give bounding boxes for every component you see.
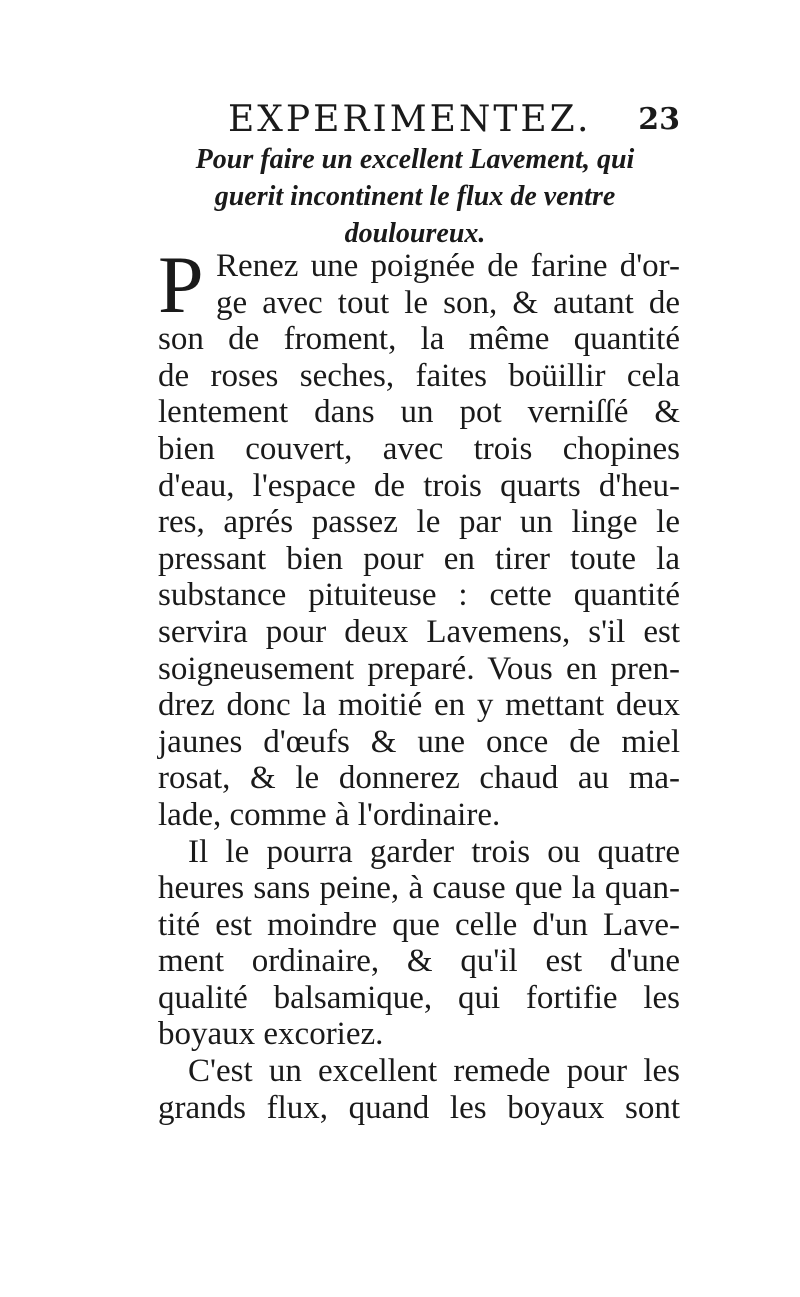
text-line: qualité balsamique, qui fortifie les xyxy=(158,979,680,1016)
text-line: d'eau, l'espace de trois quarts d'heu- xyxy=(158,467,680,504)
running-title: EXPERIMENTEZ. xyxy=(228,99,592,140)
text-line: lentement dans un pot verniſſé & xyxy=(158,394,680,431)
text-line: ge avec tout le son, & autant de xyxy=(216,284,680,321)
drop-cap: P xyxy=(158,239,204,330)
text-line: res, aprés passez le par un linge le xyxy=(158,504,680,541)
text-line: Il le pourra garder trois ou quatre xyxy=(188,833,680,870)
paragraph-1 xyxy=(158,239,680,834)
text-line: ment ordinaire, & qu'il est d'une xyxy=(158,943,680,980)
running-head xyxy=(160,98,680,142)
text-line: C'est un excellent remede pour les xyxy=(188,1053,680,1090)
text-line: servira pour deux Lavemens, s'il est xyxy=(158,613,680,650)
text-line: tité est moindre que celle d'un Lave- xyxy=(158,906,680,943)
paragraph-2 xyxy=(158,834,680,1054)
text-line: Renez une poignée de farine d'or- xyxy=(216,248,680,284)
text-line: jaunes d'œufs & une once de miel xyxy=(158,723,680,760)
text-line: drez donc la moitié en y mettant deux xyxy=(158,687,680,724)
text-line: de roses seches, faites boüillir cela xyxy=(158,357,680,394)
text-line: boyaux excoriez. xyxy=(158,1016,384,1053)
text-line: lade, comme à l'ordinaire. xyxy=(158,796,501,833)
body-text xyxy=(158,239,680,1126)
heading-line: Pour faire un excellent Lavement, qui xyxy=(195,144,635,175)
text-line: soigneusement preparé. Vous en pren- xyxy=(158,650,680,687)
recipe-heading xyxy=(150,141,680,252)
paragraph-3 xyxy=(158,1053,680,1126)
text-line: heures sans peine, à cause que la quan- xyxy=(158,870,680,907)
heading-line: douloureux. xyxy=(344,218,486,249)
heading-line: guerit incontinent le flux de ventre xyxy=(214,181,616,212)
text-line: rosat, & le donnerez chaud au ma- xyxy=(158,760,680,797)
text-line: grands flux, quand les boyaux sont xyxy=(158,1089,680,1126)
page-number: 23 xyxy=(638,102,680,137)
text-line: substance pituiteuse : cette quantité xyxy=(158,577,680,614)
text-line: bien couvert, avec trois chopines xyxy=(158,430,680,467)
text-line: pressant bien pour en tirer toute la xyxy=(158,540,680,577)
text-line: son de froment, la même quantité xyxy=(158,321,680,358)
